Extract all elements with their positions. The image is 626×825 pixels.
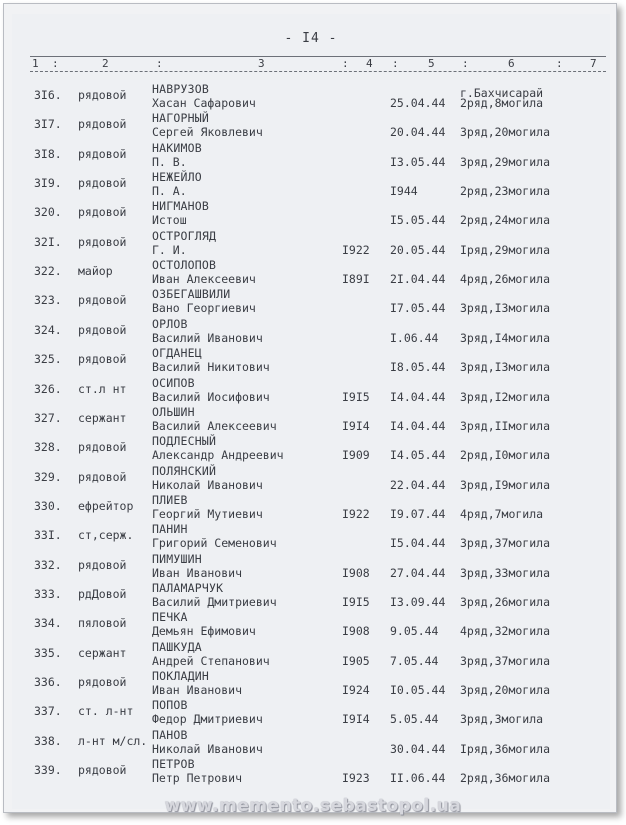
entry-given-names: Демьян Ефимович: [152, 624, 256, 639]
entry-death-date: 27.04.44: [390, 565, 446, 580]
entry-rank: рядовой: [78, 440, 127, 455]
entry-given-names: Иван Алексеевич: [152, 272, 256, 287]
column-separator: :: [342, 57, 349, 70]
column-header-row: [30, 56, 606, 72]
entry-number: 3I8.: [34, 146, 62, 161]
entry-number: 336.: [34, 675, 62, 689]
list-item: [12, 434, 610, 467]
entry-death-date: 7.05.44: [390, 653, 439, 668]
list-item: [12, 258, 610, 291]
entry-grave-location: 3ряд,37могила: [460, 653, 551, 668]
entry-surname: ПОЛЯНСКИЙ: [152, 463, 217, 478]
entry-death-date: II.06.44: [390, 771, 446, 786]
entry-given-names: Николай Иванович: [152, 741, 263, 756]
entry-given-names: Николай Иванович: [152, 477, 263, 492]
list-item: [12, 170, 610, 203]
entry-number: 339.: [34, 763, 62, 778]
entry-death-date: I3.09.44: [390, 594, 446, 609]
entry-death-date: I4.04.44: [390, 418, 446, 433]
entry-rank: пяловой: [78, 616, 127, 631]
entry-given-names: Петр Петрович: [152, 771, 243, 786]
entry-given-names: Андрей Степанович: [152, 653, 270, 668]
entry-rank: рядовой: [78, 352, 127, 367]
entry-number: 330.: [34, 498, 62, 513]
entry-death-date: 22.04.44: [390, 477, 446, 492]
entry-rank: сержант: [78, 410, 127, 425]
entry-number: 334.: [34, 616, 62, 631]
entry-given-names: Александр Андреевич: [152, 448, 284, 463]
entry-given-names: П. В.: [152, 154, 187, 169]
entry-rank: ст. л-нт: [78, 704, 134, 719]
entry-rank: ст.л нт: [78, 381, 127, 396]
entry-grave-location: 3ряд,I2могила: [460, 389, 551, 404]
entry-birth-year: I9I5: [342, 389, 370, 404]
entry-given-names: Вано Георгиевич: [152, 301, 256, 316]
entry-birth-year: I923: [342, 771, 370, 786]
column-separator: :: [156, 57, 163, 70]
entry-given-names: Федор Дмитриевич: [152, 712, 263, 727]
entry-grave-location: 3ряд,3могила: [460, 712, 544, 727]
entry-death-date: I4.05.44: [390, 448, 446, 463]
column-separator: :: [462, 57, 469, 70]
entry-number: 33I.: [34, 528, 62, 543]
entry-birth-year: I909: [342, 448, 370, 463]
column-header: 3: [258, 57, 265, 70]
entry-surname: ОРЛОВ: [152, 316, 188, 331]
entry-given-names: Г. И.: [152, 242, 187, 257]
entry-grave-location: 3ряд,37могила: [460, 536, 551, 551]
list-item: [12, 639, 610, 673]
entry-death-date: 20.05.44: [390, 242, 446, 257]
entry-surname: ПАШКУДА: [152, 639, 202, 654]
entry-given-names: Георгий Мутиевич: [152, 506, 263, 521]
entry-surname: НАКИМОВ: [152, 140, 202, 155]
entry-rank: рядовой: [78, 322, 127, 337]
entry-death-date: 30.04.44: [390, 741, 446, 756]
entry-grave-location: 4ряд,7могила: [460, 506, 544, 521]
site-watermark: www.memento.sebastopol.ua: [164, 796, 462, 816]
list-item: [12, 698, 610, 731]
entry-death-date: 5.05.44: [390, 712, 439, 727]
column-header: 2: [102, 57, 109, 70]
entry-given-names: Хасан Сафарович: [152, 96, 256, 110]
entry-given-names: Василий Иосифович: [152, 389, 270, 404]
entry-surname: ПАНОВ: [152, 727, 188, 742]
entry-surname: ПИМУШИН: [152, 551, 202, 566]
entry-grave-location: 3ряд,20могила: [460, 683, 551, 697]
column-header: 1: [32, 57, 39, 70]
entry-number: 327.: [34, 410, 62, 425]
entry-number: 3I9.: [34, 176, 62, 191]
entry-number: 32I.: [34, 234, 62, 249]
entry-birth-year: I908: [342, 624, 370, 639]
entry-surname: ПОКЛАДИН: [152, 669, 209, 683]
list-item: [12, 404, 610, 438]
entry-number: 3I6.: [34, 88, 62, 102]
entry-surname: ОСТРОГЛЯД: [152, 228, 217, 243]
entry-given-names: Иван Иванович: [152, 565, 243, 580]
list-item: [12, 610, 610, 643]
entry-rank: рядовой: [78, 146, 127, 161]
entry-number: 328.: [34, 440, 62, 455]
entry-number: 3I7.: [34, 117, 62, 132]
entry-grave-location: 2ряд,24могила: [460, 213, 551, 228]
entry-grave-location: 2ряд,I0могила: [460, 448, 551, 463]
entry-rank: рядовой: [78, 469, 127, 484]
column-header: 4: [366, 57, 373, 70]
entry-birth-year: I9I4: [342, 418, 370, 433]
entry-number: 326.: [34, 381, 62, 396]
entry-rank: ст,серж.: [78, 528, 134, 543]
list-item: [12, 669, 610, 702]
entry-grave-location: 3ряд,26могила: [460, 594, 551, 609]
entry-given-names: Истош: [152, 213, 187, 228]
entry-birth-year: I922: [342, 506, 370, 521]
entry-surname: ПОДЛЕСНЫЙ: [152, 434, 217, 449]
entry-grave-location: Iряд,36могила: [460, 741, 551, 756]
entry-death-date: 25.04.44: [390, 96, 446, 110]
entry-given-names: Василий Алексеевич: [152, 418, 277, 433]
entry-surname: ОГДАНЕЦ: [152, 346, 202, 361]
entry-death-date: I944: [390, 184, 418, 199]
entry-death-date: I5.04.44: [390, 536, 446, 551]
entry-number: 332.: [34, 557, 62, 572]
entry-death-date: I3.05.44: [390, 154, 446, 169]
list-item: [12, 287, 610, 320]
entry-grave-location: 4ряд,26могила: [460, 272, 551, 287]
entry-death-date: I5.05.44: [390, 213, 446, 228]
entry-birth-year: I9I4: [342, 712, 370, 727]
entry-grave-location: 4ряд,32могила: [460, 624, 551, 639]
entry-death-date: I4.04.44: [390, 389, 446, 404]
entry-rank: рядовой: [78, 675, 127, 689]
entry-rank: рядовой: [78, 763, 127, 778]
entry-surname: НЕЖЕЙЛО: [152, 170, 202, 185]
entry-given-names: Григорий Семенович: [152, 536, 277, 551]
entry-number: 322.: [34, 264, 62, 279]
entry-number: 338.: [34, 733, 62, 748]
entry-rank: рядовой: [78, 293, 127, 308]
entry-rank: майор: [78, 264, 113, 279]
entry-grave-location: 3ряд,29могила: [460, 154, 551, 169]
entry-grave-location: 3ряд,I3могила: [460, 360, 551, 375]
entry-given-names: Иван Иванович: [152, 683, 243, 697]
entry-surname: ПАНИН: [152, 522, 188, 537]
entry-given-names: Василий Дмитриевич: [152, 594, 277, 609]
entry-death-date: 9.05.44: [390, 624, 439, 639]
entry-number: 337.: [34, 704, 62, 719]
list-item: [12, 580, 610, 614]
entry-number: 333.: [34, 586, 62, 601]
list-item: [12, 228, 610, 262]
entry-rank: рядовой: [78, 234, 127, 249]
entry-birth-year: I9I5: [342, 594, 370, 609]
entry-surname: ОСТОЛОПОВ: [152, 258, 217, 273]
list-item: [12, 551, 610, 585]
entry-given-names: Сергей Яковлевич: [152, 125, 263, 140]
entry-rank: рядовой: [78, 88, 127, 102]
entry-grave-location: Iряд,29могила: [460, 242, 551, 257]
list-item: [12, 140, 610, 174]
entry-grave-location: 3ряд,I3могила: [460, 301, 551, 316]
entry-death-date: I7.05.44: [390, 301, 446, 316]
entry-rank: рядовой: [78, 176, 127, 191]
column-header: 7: [590, 57, 597, 70]
entry-death-date: 20.04.44: [390, 125, 446, 140]
entry-number: 325.: [34, 352, 62, 367]
entry-surname: НИГМАНОВ: [152, 199, 209, 214]
entry-death-date: I9.07.44: [390, 506, 446, 521]
entry-death-date: I8.05.44: [390, 360, 446, 375]
list-item: [12, 111, 610, 144]
entry-surname: ПЛИЕВ: [152, 492, 188, 507]
entry-rank: ефрейтор: [78, 498, 134, 513]
entry-rank: рядовой: [78, 557, 127, 572]
entry-number: 329.: [34, 469, 62, 484]
entry-surname: ПЕЧКА: [152, 610, 188, 625]
entry-surname: НАВРУЗОВ: [152, 82, 209, 96]
entry-number: 335.: [34, 645, 62, 660]
entry-number: 323.: [34, 293, 62, 308]
entry-grave-location: 2ряд,23могила: [460, 184, 551, 199]
document-page: [12, 14, 610, 809]
entry-surname: НАГОРНЫЙ: [152, 111, 209, 126]
column-separator: :: [556, 57, 563, 70]
column-header: 6: [508, 57, 515, 70]
entry-number: 320.: [34, 205, 62, 220]
list-item: [12, 492, 610, 526]
entry-birth-year: I922: [342, 242, 370, 257]
entry-surname: ПЕТРОВ: [152, 757, 195, 772]
entry-rank: сержант: [78, 645, 127, 660]
column-separator: :: [392, 57, 399, 70]
entry-rank: рядовой: [78, 117, 127, 132]
entry-grave-location: 3ряд,IIмогила: [460, 418, 551, 433]
entry-grave-location: 3ряд,33могила: [460, 565, 551, 580]
entry-given-names: Василий Никитович: [152, 360, 270, 375]
entry-grave-location: 3ряд,20могила: [460, 125, 551, 140]
list-item: [12, 757, 610, 790]
entry-surname: ОСИПОВ: [152, 375, 195, 390]
entry-birth-year: I89I: [342, 272, 370, 287]
list-item: [12, 199, 610, 232]
entry-rank: рядовой: [78, 205, 127, 220]
entry-burial-town: г.Бахчисарай: [460, 86, 544, 100]
entry-death-date: I0.05.44: [390, 683, 446, 697]
entry-death-date: I.06.44: [390, 330, 439, 345]
entry-grave-location: 3ряд,I4могила: [460, 330, 551, 345]
scan-frame: [3, 3, 617, 813]
entry-birth-year: I905: [342, 653, 370, 668]
entry-birth-year: I908: [342, 565, 370, 580]
list-item: [12, 463, 610, 497]
entry-grave-location: 3ряд,I9могила: [460, 477, 551, 492]
list-item: [12, 82, 610, 115]
list-item: [12, 727, 610, 761]
entry-grave-location: 2ряд,8могила: [460, 96, 544, 110]
entry-surname: ПАЛАМАРЧУК: [152, 580, 224, 595]
page-number: - I4 -: [284, 31, 338, 46]
entry-rank: рдДовой: [78, 586, 127, 601]
entry-number: 324.: [34, 322, 62, 337]
entry-surname: ОЛЬШИН: [152, 404, 195, 419]
entry-birth-year: I924: [342, 683, 370, 697]
entry-surname: ПОПОВ: [152, 698, 188, 713]
list-item: [12, 316, 610, 350]
entry-surname: ОЗБЕГАШВИЛИ: [152, 287, 231, 302]
column-separator: :: [52, 57, 59, 70]
list-item: [12, 346, 610, 379]
entry-given-names: Василий Иванович: [152, 330, 263, 345]
list-item: [12, 375, 610, 409]
entry-rank: л-нт м/сл.: [78, 733, 148, 748]
entry-given-names: П. А.: [152, 184, 187, 199]
entry-grave-location: 2ряд,36могила: [460, 771, 551, 786]
list-item: [12, 522, 610, 555]
entry-death-date: 2I.04.44: [390, 272, 446, 287]
column-header: 5: [428, 57, 435, 70]
